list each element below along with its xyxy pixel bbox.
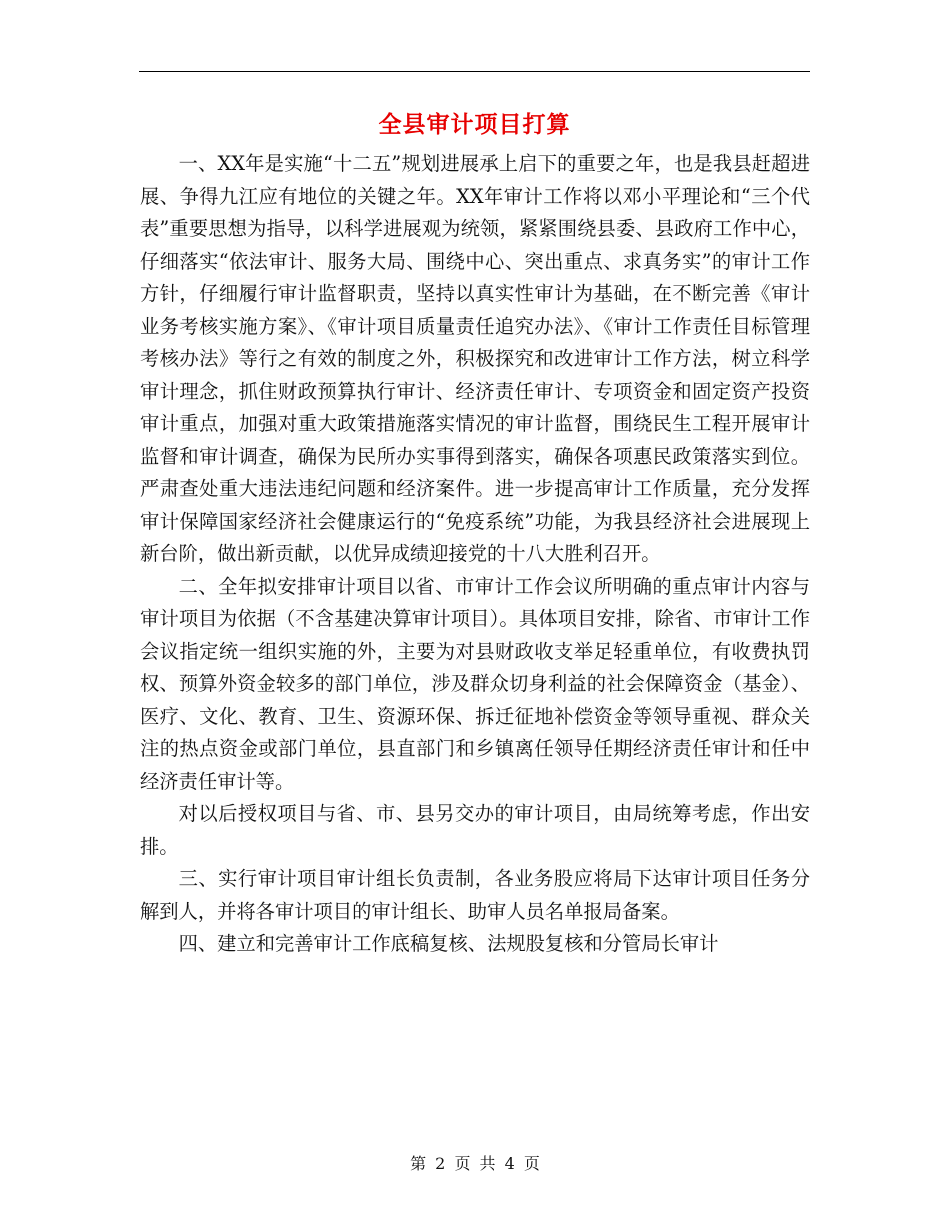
header-rule bbox=[139, 71, 810, 72]
page-number: 第 2 页 共 4 页 bbox=[410, 1154, 540, 1173]
paragraph: 一、XX年是实施“十二五”规划进展承上启下的重要之年，也是我县赶超进展、争得九江应有地位的关键之年。XX年审计工作将以邓小平理论和“三个代表”重要思想为指导，以科学进展观为统领，紧紧围绕县委、县政府工作中心，仔细落实“依法审计、服务大局、围绕中心、突出重点、求真务实”的审计工作方针，仔细履行审计监督职责，坚持以真实性审计为基础，在不断完善《审计业务考核实施方案》、《审计项目质量责任追究办法》、《审计工作责任目标管理考核办法》等行之有效的制度之外，积极探究和改进审计工作方法，树立科学审计理念，抓住财政预算执行审计、经济责任审计、专项资金和固定资产投资审计重点，加强对重大政策措施落实情况的审计监督，围绕民生工程开展审计监督和审计调查，确保为民所办实事得到落实，确保各项惠民政策落实到位。严肃查处重大违法违纪问题和经济案件。进一步提高审计工作质量，充分发挥审计保障国家经济社会健康运行的“免疫系统”功能，为我县经济社会进展现上新台阶，做出新贡献，以优异成绩迎接党的十八大胜利召开。 bbox=[140, 152, 810, 565]
paragraph: 二、全年拟安排审计项目以省、市审计工作会议所明确的重点审计内容与审计项目为依据（不含基建决算审计项目）。具体项目安排，除省、市审计工作会议指定统一组织实施的外，主要为对县财政收支举足轻重单位，有收费执罚权、预算外资金较多的部门单位，涉及群众切身利益的社会保障资金（基金）、医疗、文化、教育、卫生、资源环保、拆迁征地补偿资金等领导重视、群众关注的热点资金或部门单位，县直部门和乡镇离任领导任期经济责任审计和任中经济责任审计等。 bbox=[140, 574, 810, 793]
document-body bbox=[140, 148, 810, 961]
paragraph: 三、实行审计项目审计组长负责制，各业务股应将局下达审计项目任务分解到人，并将各审计项目的审计组长、助审人员名单报局备案。 bbox=[140, 867, 810, 923]
paragraph: 四、建立和完善审计工作底稿复核、法规股复核和分管局长审计 bbox=[178, 932, 719, 955]
paragraph: 对以后授权项目与省、市、县另交办的审计项目，由局统筹考虑，作出安排。 bbox=[140, 802, 810, 858]
document-title: 全县审计项目打算 bbox=[378, 112, 571, 138]
